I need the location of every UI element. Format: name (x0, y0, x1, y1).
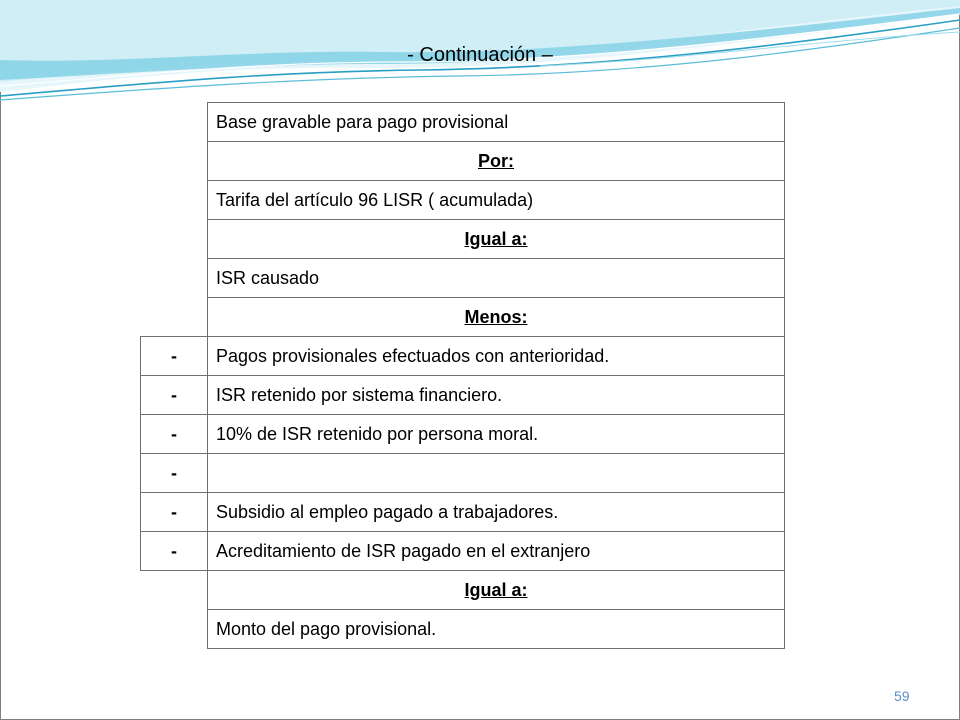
row-mark: - (141, 337, 208, 376)
table-row (141, 610, 785, 649)
operator-label: Igual a: (208, 220, 785, 259)
row-mark (141, 610, 208, 649)
table-row (141, 493, 785, 532)
table-row (141, 181, 785, 220)
table-row (141, 571, 785, 610)
row-mark: - (141, 454, 208, 493)
row-mark (141, 220, 208, 259)
row-mark (141, 103, 208, 142)
row-mark: - (141, 415, 208, 454)
table-row (141, 532, 785, 571)
row-text: Subsidio al empleo pagado a trabajadores. (208, 493, 785, 532)
table-row (141, 415, 785, 454)
row-mark (141, 571, 208, 610)
row-text: 10% de ISR retenido por persona moral. (208, 415, 785, 454)
row-text: Pagos provisionales efectuados con anterioridad. (208, 337, 785, 376)
table-row (141, 376, 785, 415)
table-row (141, 454, 785, 493)
slide-title: - Continuación – (407, 44, 553, 66)
table-row (141, 142, 785, 181)
operator-label: Por: (208, 142, 785, 181)
row-text: ISR retenido por sistema financiero. (208, 376, 785, 415)
row-mark (141, 181, 208, 220)
calculation-table (140, 102, 785, 649)
table-row (141, 103, 785, 142)
row-text: Tarifa del artículo 96 LISR ( acumulada) (208, 181, 785, 220)
row-text: Acreditamiento de ISR pagado en el extranjero (208, 532, 785, 571)
row-text (208, 454, 785, 493)
row-mark (141, 259, 208, 298)
page-number: 59 (894, 688, 910, 704)
row-mark (141, 298, 208, 337)
row-mark: - (141, 532, 208, 571)
table-row (141, 298, 785, 337)
row-mark: - (141, 493, 208, 532)
row-mark: - (141, 376, 208, 415)
operator-label: Menos: (208, 298, 785, 337)
row-mark (141, 142, 208, 181)
table-row (141, 259, 785, 298)
row-text: ISR causado (208, 259, 785, 298)
table-row (141, 220, 785, 259)
row-text: Monto del pago provisional. (208, 610, 785, 649)
table-row (141, 337, 785, 376)
row-text: Base gravable para pago provisional (208, 103, 785, 142)
operator-label: Igual a: (208, 571, 785, 610)
